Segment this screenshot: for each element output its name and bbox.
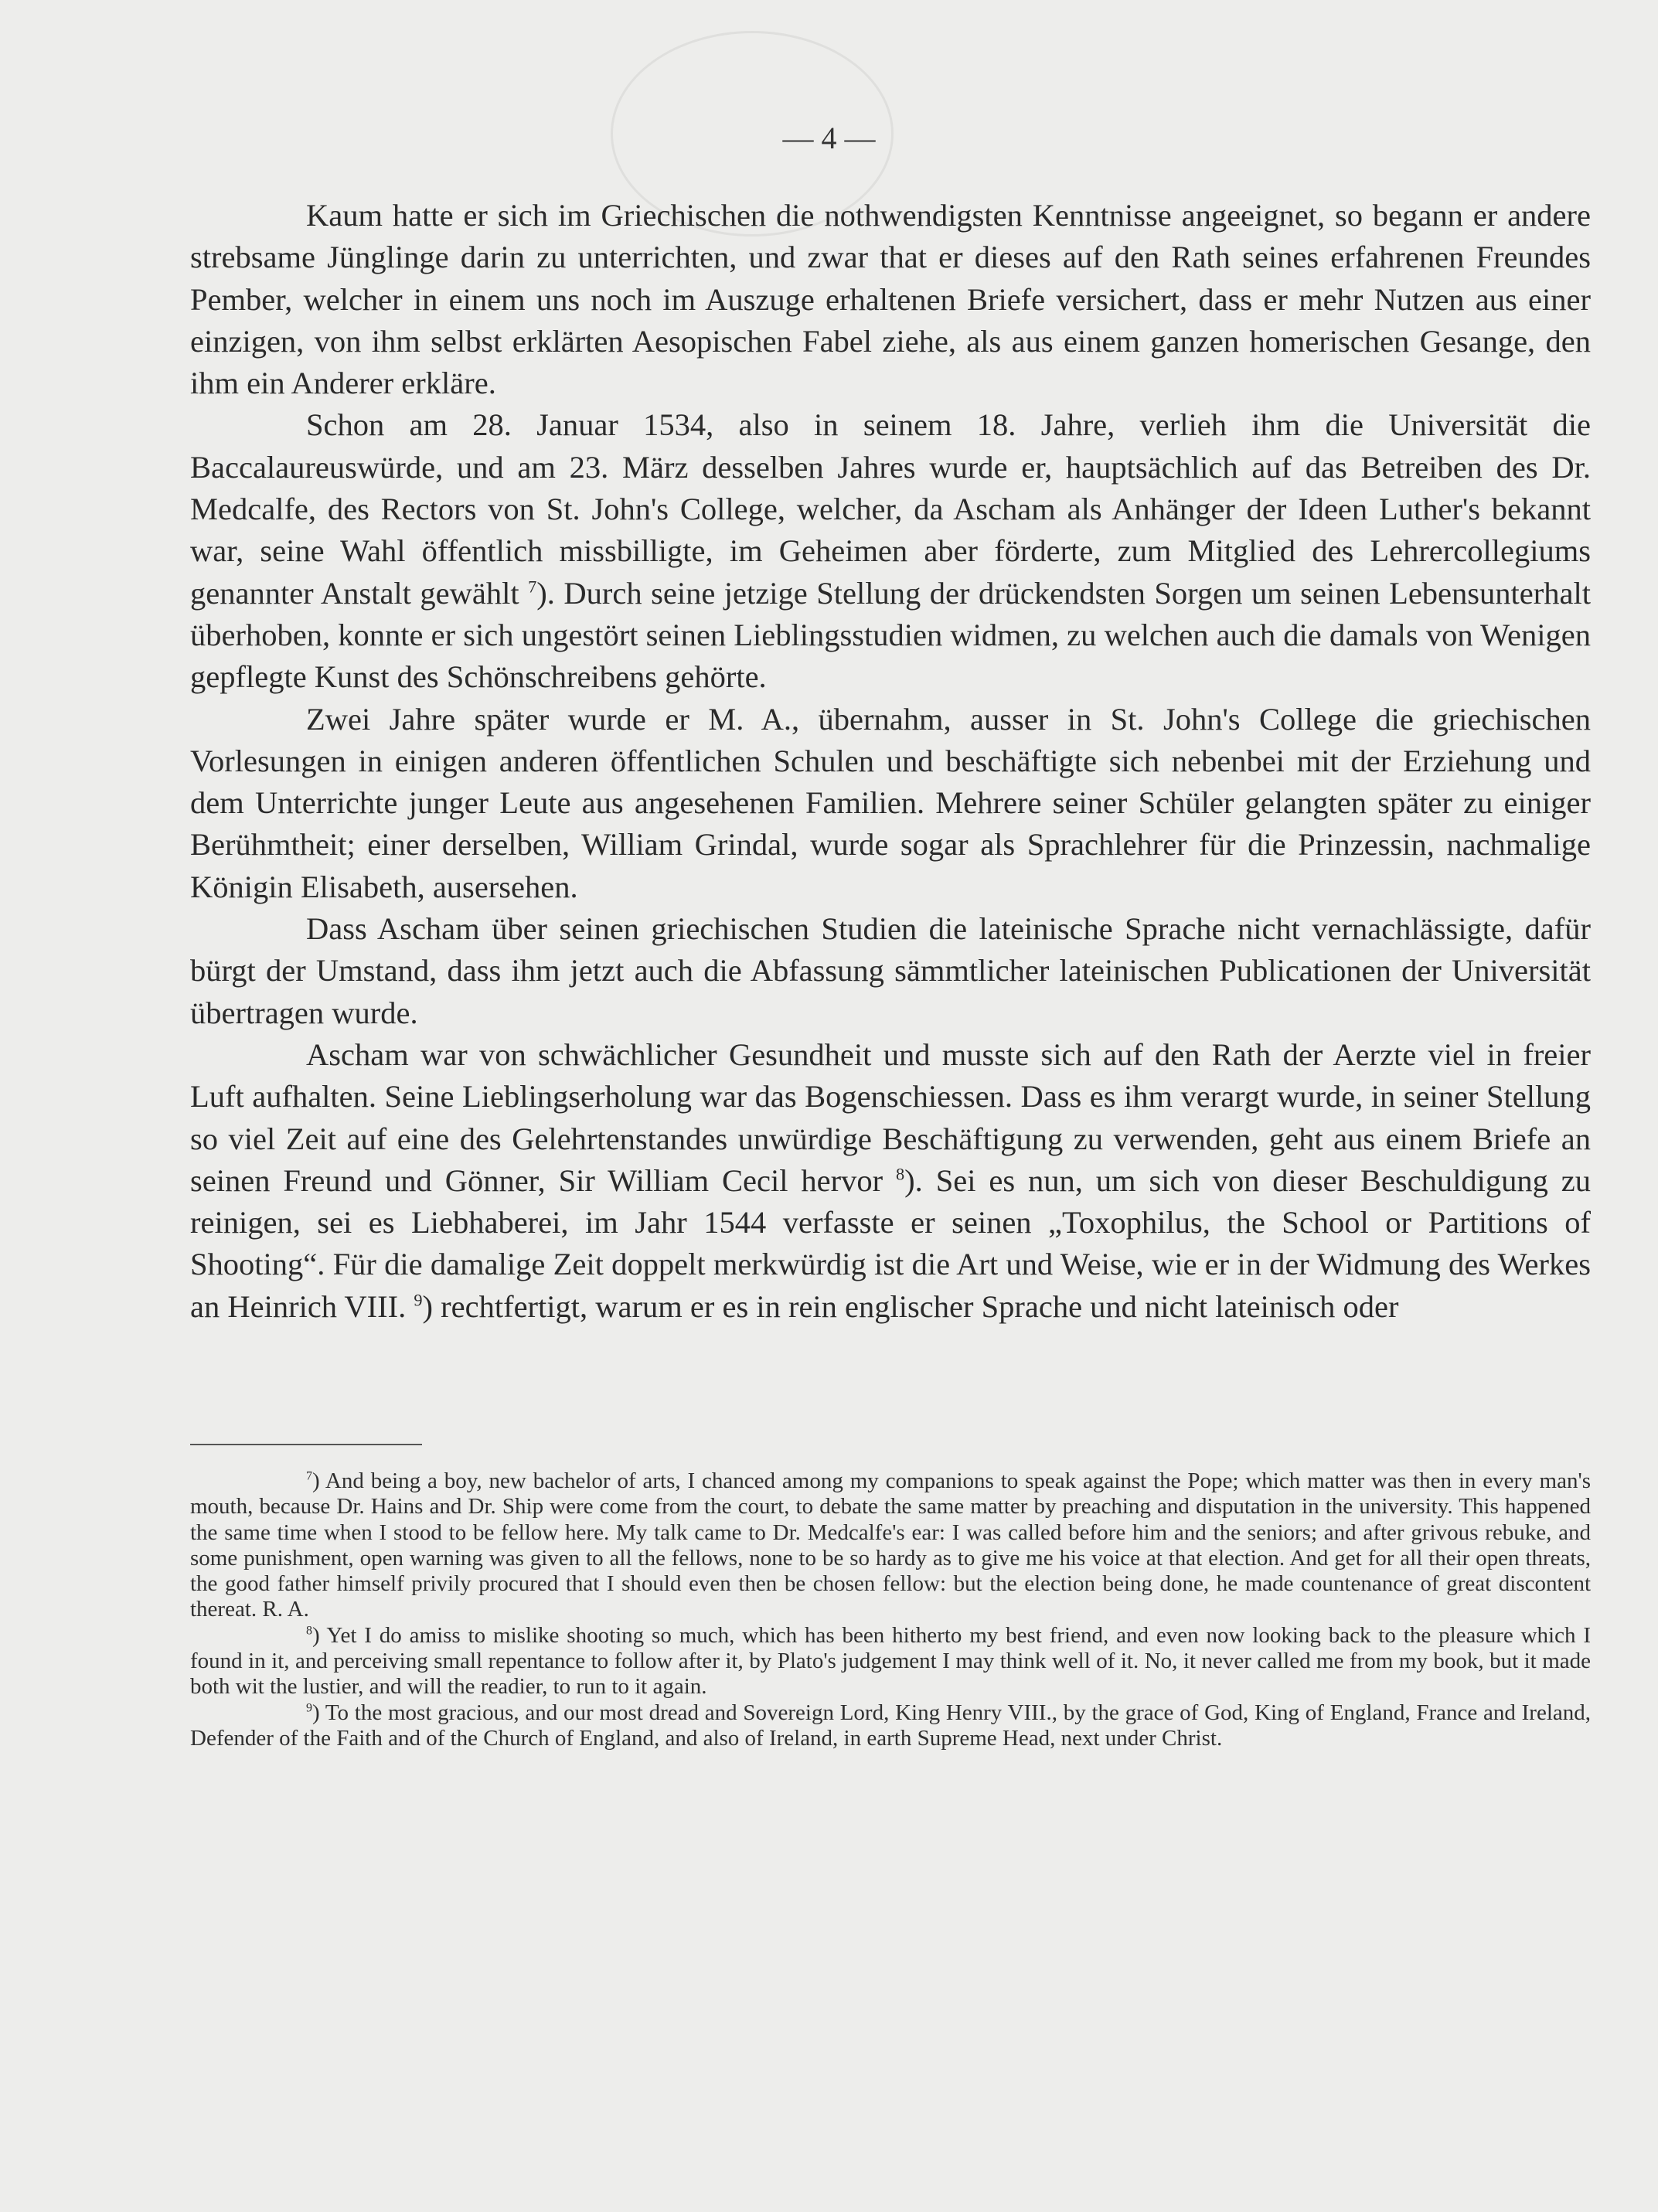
- footnote-mark: 8: [306, 1624, 312, 1638]
- paragraph-1: Kaum hatte er sich im Griechischen die nothwendigsten Kenntnisse angeeignet, so begann er andere strebsame Jünglinge darin zu unterrichten, und zwar that er dieses auf den Rath seines erfahrenen Freundes Pember, welcher in einem uns noch im Auszuge erhaltenen Briefe versichert, dass er mehr Nutzen aus einer einzigen, von ihm selbst erklärten Aesopischen Fabel ziehe, als aus einem ganzen homerischen Gesange, den ihm ein Anderer erkläre.: [190, 198, 1591, 401]
- footnote-mark: 7: [306, 1469, 312, 1483]
- paragraph-5: Ascham war von schwächlicher Gesundheit und musste sich auf den Rath der Aerzte viel in freier Luft aufhalten. Seine Lieblingserholung war das Bogenschiessen. Dass es ihm verargt wurde, in seiner Stellung so viel Zeit auf eine des Gelehrtenstandes unwürdige Beschäftigung zu verwenden, geht aus einem Briefe an seinen Freund und Gönner, Sir William Cecil hervor $^8$). Sei es nun, um sich von dieser Beschuldigung zu reinigen, sei es Liebhaberei, im Jahr 1544 verfasste er seinen „Toxophilus, the School or Partitions of Shooting“. Für die damalige Zeit doppelt merkwürdig ist die Art und Weise, wie er in der Widmung des Werkes an Heinrich VIII. $^9$) rechtfertigt, warum er es in rein englischer Sprache und nicht lateinisch oder: [190, 1036, 1592, 1324]
- footnote-ref-8[interactable]: 8: [896, 1164, 905, 1184]
- footnotes: [190, 1468, 1591, 1751]
- page-number: — 4 —: [782, 121, 876, 155]
- footnote-8: $^8$) Yet I do amiss to mislike shooting so much, which has been hitherto my best friend, and even now looking back to the pleasure which I found in it, and perceiving small repentance to follow after it, by Plato's judgement I may think well of it. No, it never called me from my book, but it made both wit the lustier, and will the readier, to run to it again.: [190, 1622, 1591, 1700]
- paragraph-2: Schon am 28. Januar 1534, also in seinem 18. Jahre, verlieh ihm die Universität die Baccalaureuswürde, und am 23. März desselben Jahres wurde er, hauptsächlich auf das Betreiben des Dr. Medcalfe, des Rectors von St. John's College, welcher, da Ascham als Anhänger der Ideen Luther's bekannt war, seine Wahl öffentlich missbilligte, im Geheimen aber förderte, zum Mitglied des Lehrercollegiums genannter Anstalt gewählt $^7$). Durch seine jetzige Stellung der drückendsten Sorgen um seinen Lebensunterhalt überhoben, konnte er sich ungestört seinen Lieblingsstudien widmen, zu welchen auch die damals von Wenigen gepflegte Kunst des Schönschreibens gehörte.: [190, 407, 1591, 695]
- footnote-separator: [190, 1444, 422, 1445]
- paragraph-4: Dass Ascham über seinen griechischen Studien die lateinische Sprache nicht vernachlässigte, dafür bürgt der Umstand, dass ihm jetzt auch die Abfassung sämmtlicher lateinischen Publicationen der Universität übertragen wurde.: [190, 911, 1591, 1030]
- footnote-mark: 9: [306, 1701, 312, 1715]
- footnote-ref-7[interactable]: 7: [528, 577, 537, 597]
- paragraph-3: Zwei Jahre später wurde er M. A., übernahm, ausser in St. John's College die griechischen Vorlesungen in einigen anderen öffentlichen Schulen und beschäftigte sich nebenbei mit der Erziehung und dem Unterrichte junger Leute aus angesehenen Familien. Mehrere seiner Schüler gelangten später zu einiger Berühmtheit; einer derselben, William Grindal, wurde sogar als Sprachlehrer für die Prinzessin, nachmalige Königin Elisabeth, ausersehen.: [190, 701, 1591, 904]
- footnote-7: $^7$) And being a boy, new bachelor of arts, I chanced among my companions to speak against the Pope; which matter was then in every man's mouth, because Dr. Hains and Dr. Ship were come from the court, to debate the same matter by preaching and disputation in the university. This happened the same time when I stood to be fellow here. My talk came to Dr. Medcalfe's ear: I was called before him and the seniors; and after grivous rebuke, and some punishment, open warning was given to all the fellows, none to be so hardy as to give me his voice at that election. And get for all their open threats, the good father himself privily procured that I should even then be chosen fellow: but the election being done, he made countenance of great discontent thereat. R. A.: [190, 1468, 1591, 1622]
- footnote-ref-9[interactable]: 9: [414, 1290, 423, 1310]
- footnote-9: $^9$) To the most gracious, and our most dread and Sovereign Lord, King Henry VIII., by the grace of God, King of England, France and Ireland, Defender of the Faith and of the Church of England, and also of Ireland, in earth Supreme Head, next under Christ.: [190, 1700, 1591, 1751]
- body-text: [190, 195, 1591, 1328]
